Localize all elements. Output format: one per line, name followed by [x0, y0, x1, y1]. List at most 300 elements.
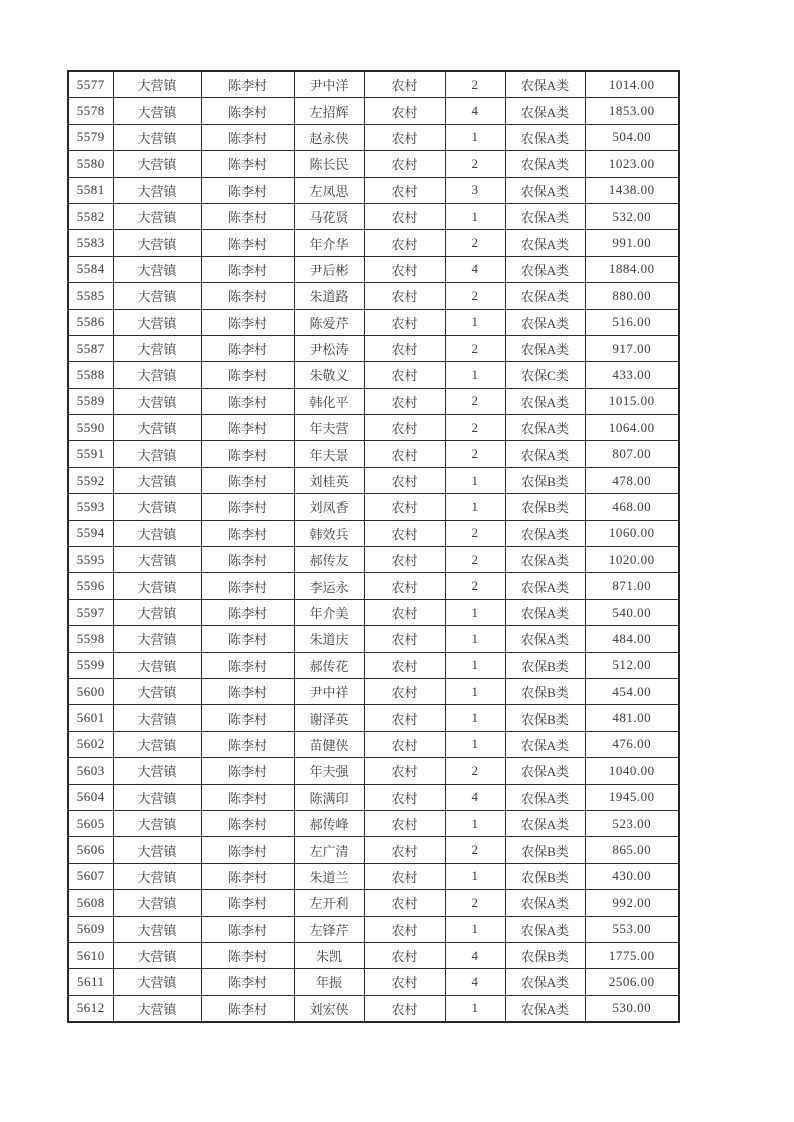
cell-serial: 5579 — [68, 124, 113, 150]
cell-town: 大营镇 — [113, 335, 201, 361]
cell-residence-type: 农村 — [364, 626, 445, 652]
cell-amount: 880.00 — [585, 283, 679, 309]
cell-count: 2 — [445, 335, 505, 361]
cell-residence-type: 农村 — [364, 388, 445, 414]
cell-village: 陈李村 — [201, 916, 294, 942]
cell-amount: 871.00 — [585, 573, 679, 599]
table-row — [68, 810, 679, 836]
cell-count: 1 — [445, 916, 505, 942]
cell-town: 大营镇 — [113, 283, 201, 309]
cell-residence-type: 农村 — [364, 784, 445, 810]
cell-village: 陈李村 — [201, 203, 294, 229]
table-row — [68, 415, 679, 441]
cell-count: 1 — [445, 203, 505, 229]
cell-residence-type: 农村 — [364, 731, 445, 757]
cell-person-name: 年振 — [294, 969, 364, 995]
cell-amount: 553.00 — [585, 916, 679, 942]
cell-person-name: 尹中祥 — [294, 678, 364, 704]
cell-town: 大营镇 — [113, 599, 201, 625]
cell-village: 陈李村 — [201, 705, 294, 731]
table-row — [68, 678, 679, 704]
cell-village: 陈李村 — [201, 995, 294, 1022]
cell-person-name: 刘凤香 — [294, 494, 364, 520]
cell-insurance-class: 农保B类 — [505, 494, 585, 520]
cell-person-name: 左锋芹 — [294, 916, 364, 942]
cell-serial: 5610 — [68, 942, 113, 968]
cell-person-name: 朱敬义 — [294, 362, 364, 388]
cell-village: 陈李村 — [201, 784, 294, 810]
cell-person-name: 赵永侠 — [294, 124, 364, 150]
cell-serial: 5603 — [68, 758, 113, 784]
cell-town: 大营镇 — [113, 151, 201, 177]
table-row — [68, 98, 679, 124]
cell-amount: 1064.00 — [585, 415, 679, 441]
cell-village: 陈李村 — [201, 731, 294, 757]
cell-serial: 5587 — [68, 335, 113, 361]
cell-serial: 5612 — [68, 995, 113, 1022]
cell-insurance-class: 农保A类 — [505, 203, 585, 229]
cell-insurance-class: 农保A类 — [505, 309, 585, 335]
cell-count: 1 — [445, 705, 505, 731]
cell-person-name: 郝传峰 — [294, 810, 364, 836]
cell-person-name: 左招辉 — [294, 98, 364, 124]
cell-town: 大营镇 — [113, 441, 201, 467]
cell-residence-type: 农村 — [364, 441, 445, 467]
cell-residence-type: 农村 — [364, 98, 445, 124]
cell-village: 陈李村 — [201, 863, 294, 889]
cell-count: 3 — [445, 177, 505, 203]
cell-count: 2 — [445, 388, 505, 414]
cell-town: 大营镇 — [113, 309, 201, 335]
cell-village: 陈李村 — [201, 441, 294, 467]
cell-amount: 504.00 — [585, 124, 679, 150]
cell-amount: 516.00 — [585, 309, 679, 335]
cell-residence-type: 农村 — [364, 599, 445, 625]
cell-insurance-class: 农保A类 — [505, 547, 585, 573]
cell-person-name: 刘桂英 — [294, 467, 364, 493]
table-row — [68, 863, 679, 889]
table-row — [68, 705, 679, 731]
cell-insurance-class: 农保A类 — [505, 335, 585, 361]
cell-town: 大营镇 — [113, 863, 201, 889]
table-row — [68, 573, 679, 599]
cell-village: 陈李村 — [201, 837, 294, 863]
cell-village: 陈李村 — [201, 573, 294, 599]
cell-town: 大营镇 — [113, 758, 201, 784]
cell-town: 大营镇 — [113, 837, 201, 863]
cell-serial: 5585 — [68, 283, 113, 309]
cell-serial: 5604 — [68, 784, 113, 810]
cell-town: 大营镇 — [113, 784, 201, 810]
cell-serial: 5586 — [68, 309, 113, 335]
cell-person-name: 年夫强 — [294, 758, 364, 784]
cell-amount: 1060.00 — [585, 520, 679, 546]
cell-serial: 5602 — [68, 731, 113, 757]
cell-village: 陈李村 — [201, 678, 294, 704]
cell-insurance-class: 农保B类 — [505, 863, 585, 889]
cell-count: 1 — [445, 626, 505, 652]
cell-amount: 512.00 — [585, 652, 679, 678]
cell-town: 大营镇 — [113, 203, 201, 229]
cell-person-name: 尹后彬 — [294, 256, 364, 282]
cell-residence-type: 农村 — [364, 494, 445, 520]
cell-person-name: 郝传花 — [294, 652, 364, 678]
cell-serial: 5594 — [68, 520, 113, 546]
cell-residence-type: 农村 — [364, 177, 445, 203]
cell-person-name: 韩效兵 — [294, 520, 364, 546]
table-row — [68, 520, 679, 546]
cell-count: 1 — [445, 467, 505, 493]
table-row — [68, 837, 679, 863]
cell-serial: 5583 — [68, 230, 113, 256]
cell-amount: 1015.00 — [585, 388, 679, 414]
cell-count: 2 — [445, 71, 505, 98]
cell-count: 4 — [445, 942, 505, 968]
cell-residence-type: 农村 — [364, 151, 445, 177]
cell-insurance-class: 农保A类 — [505, 626, 585, 652]
cell-person-name: 尹松涛 — [294, 335, 364, 361]
cell-insurance-class: 农保B类 — [505, 837, 585, 863]
cell-village: 陈李村 — [201, 309, 294, 335]
cell-serial: 5606 — [68, 837, 113, 863]
cell-amount: 1884.00 — [585, 256, 679, 282]
cell-village: 陈李村 — [201, 230, 294, 256]
cell-person-name: 陈满印 — [294, 784, 364, 810]
cell-village: 陈李村 — [201, 494, 294, 520]
cell-person-name: 年夫景 — [294, 441, 364, 467]
cell-person-name: 左广清 — [294, 837, 364, 863]
cell-residence-type: 农村 — [364, 230, 445, 256]
cell-insurance-class: 农保A类 — [505, 995, 585, 1022]
cell-amount: 532.00 — [585, 203, 679, 229]
cell-count: 2 — [445, 758, 505, 784]
table-row — [68, 203, 679, 229]
cell-count: 4 — [445, 784, 505, 810]
cell-residence-type: 农村 — [364, 573, 445, 599]
table-row — [68, 309, 679, 335]
cell-town: 大营镇 — [113, 494, 201, 520]
cell-insurance-class: 农保B类 — [505, 942, 585, 968]
cell-town: 大营镇 — [113, 388, 201, 414]
cell-serial: 5599 — [68, 652, 113, 678]
cell-amount: 523.00 — [585, 810, 679, 836]
cell-insurance-class: 农保B类 — [505, 705, 585, 731]
cell-insurance-class: 农保A类 — [505, 890, 585, 916]
table-row — [68, 256, 679, 282]
cell-amount: 991.00 — [585, 230, 679, 256]
cell-insurance-class: 农保A类 — [505, 784, 585, 810]
cell-village: 陈李村 — [201, 942, 294, 968]
cell-insurance-class: 农保A类 — [505, 256, 585, 282]
cell-amount: 1014.00 — [585, 71, 679, 98]
cell-serial: 5608 — [68, 890, 113, 916]
table-row — [68, 731, 679, 757]
cell-person-name: 尹中洋 — [294, 71, 364, 98]
cell-residence-type: 农村 — [364, 335, 445, 361]
cell-serial: 5588 — [68, 362, 113, 388]
cell-village: 陈李村 — [201, 520, 294, 546]
cell-person-name: 陈长民 — [294, 151, 364, 177]
cell-insurance-class: 农保A类 — [505, 599, 585, 625]
cell-count: 1 — [445, 731, 505, 757]
cell-town: 大营镇 — [113, 626, 201, 652]
cell-town: 大营镇 — [113, 942, 201, 968]
cell-insurance-class: 农保B类 — [505, 652, 585, 678]
cell-count: 1 — [445, 599, 505, 625]
cell-amount: 1945.00 — [585, 784, 679, 810]
cell-village: 陈李村 — [201, 362, 294, 388]
cell-town: 大营镇 — [113, 124, 201, 150]
cell-count: 4 — [445, 969, 505, 995]
cell-person-name: 李运永 — [294, 573, 364, 599]
cell-person-name: 马花贤 — [294, 203, 364, 229]
cell-count: 1 — [445, 494, 505, 520]
table-row — [68, 124, 679, 150]
cell-count: 1 — [445, 124, 505, 150]
cell-amount: 1020.00 — [585, 547, 679, 573]
cell-village: 陈李村 — [201, 283, 294, 309]
cell-residence-type: 农村 — [364, 520, 445, 546]
cell-village: 陈李村 — [201, 388, 294, 414]
cell-village: 陈李村 — [201, 177, 294, 203]
cell-town: 大营镇 — [113, 98, 201, 124]
cell-town: 大营镇 — [113, 71, 201, 98]
cell-residence-type: 农村 — [364, 810, 445, 836]
cell-town: 大营镇 — [113, 362, 201, 388]
cell-amount: 1775.00 — [585, 942, 679, 968]
cell-count: 1 — [445, 995, 505, 1022]
cell-serial: 5596 — [68, 573, 113, 599]
cell-insurance-class: 农保A类 — [505, 71, 585, 98]
cell-insurance-class: 农保A类 — [505, 520, 585, 546]
cell-count: 1 — [445, 362, 505, 388]
cell-insurance-class: 农保A类 — [505, 230, 585, 256]
cell-village: 陈李村 — [201, 256, 294, 282]
table-row — [68, 283, 679, 309]
cell-town: 大营镇 — [113, 520, 201, 546]
cell-amount: 530.00 — [585, 995, 679, 1022]
table-row — [68, 784, 679, 810]
cell-serial: 5597 — [68, 599, 113, 625]
table-row — [68, 942, 679, 968]
cell-town: 大营镇 — [113, 652, 201, 678]
cell-residence-type: 农村 — [364, 995, 445, 1022]
cell-residence-type: 农村 — [364, 71, 445, 98]
table-row — [68, 362, 679, 388]
table-row — [68, 599, 679, 625]
cell-residence-type: 农村 — [364, 916, 445, 942]
cell-amount: 1040.00 — [585, 758, 679, 784]
cell-serial: 5589 — [68, 388, 113, 414]
cell-count: 4 — [445, 98, 505, 124]
cell-serial: 5601 — [68, 705, 113, 731]
cell-amount: 484.00 — [585, 626, 679, 652]
cell-count: 1 — [445, 309, 505, 335]
cell-town: 大营镇 — [113, 230, 201, 256]
cell-town: 大营镇 — [113, 415, 201, 441]
cell-village: 陈李村 — [201, 124, 294, 150]
table-row — [68, 547, 679, 573]
cell-insurance-class: 农保A类 — [505, 969, 585, 995]
cell-serial: 5582 — [68, 203, 113, 229]
cell-insurance-class: 农保A类 — [505, 731, 585, 757]
cell-town: 大营镇 — [113, 810, 201, 836]
cell-insurance-class: 农保A类 — [505, 124, 585, 150]
cell-person-name: 苗健侠 — [294, 731, 364, 757]
cell-count: 2 — [445, 573, 505, 599]
table-row — [68, 995, 679, 1022]
cell-amount: 917.00 — [585, 335, 679, 361]
cell-village: 陈李村 — [201, 758, 294, 784]
cell-residence-type: 农村 — [364, 415, 445, 441]
cell-insurance-class: 农保B类 — [505, 467, 585, 493]
cell-serial: 5578 — [68, 98, 113, 124]
cell-insurance-class: 农保A类 — [505, 441, 585, 467]
cell-serial: 5581 — [68, 177, 113, 203]
cell-village: 陈李村 — [201, 810, 294, 836]
cell-amount: 807.00 — [585, 441, 679, 467]
cell-insurance-class: 农保A类 — [505, 283, 585, 309]
cell-person-name: 朱道路 — [294, 283, 364, 309]
cell-insurance-class: 农保A类 — [505, 151, 585, 177]
cell-count: 1 — [445, 678, 505, 704]
cell-serial: 5592 — [68, 467, 113, 493]
cell-town: 大营镇 — [113, 995, 201, 1022]
cell-serial: 5600 — [68, 678, 113, 704]
cell-town: 大营镇 — [113, 705, 201, 731]
table-body — [68, 71, 679, 1022]
cell-town: 大营镇 — [113, 573, 201, 599]
cell-insurance-class: 农保A类 — [505, 388, 585, 414]
cell-town: 大营镇 — [113, 547, 201, 573]
cell-amount: 430.00 — [585, 863, 679, 889]
cell-insurance-class: 农保B类 — [505, 678, 585, 704]
cell-amount: 540.00 — [585, 599, 679, 625]
cell-count: 2 — [445, 283, 505, 309]
cell-count: 2 — [445, 230, 505, 256]
cell-residence-type: 农村 — [364, 203, 445, 229]
cell-count: 2 — [445, 520, 505, 546]
cell-village: 陈李村 — [201, 652, 294, 678]
cell-serial: 5593 — [68, 494, 113, 520]
cell-village: 陈李村 — [201, 599, 294, 625]
cell-amount: 1023.00 — [585, 151, 679, 177]
cell-person-name: 左凤思 — [294, 177, 364, 203]
cell-count: 1 — [445, 863, 505, 889]
cell-person-name: 郝传友 — [294, 547, 364, 573]
table-row — [68, 494, 679, 520]
table-row — [68, 230, 679, 256]
table-row — [68, 626, 679, 652]
cell-person-name: 左开利 — [294, 890, 364, 916]
cell-town: 大营镇 — [113, 916, 201, 942]
cell-amount: 992.00 — [585, 890, 679, 916]
cell-person-name: 朱道庆 — [294, 626, 364, 652]
cell-residence-type: 农村 — [364, 837, 445, 863]
cell-residence-type: 农村 — [364, 309, 445, 335]
cell-insurance-class: 农保C类 — [505, 362, 585, 388]
cell-residence-type: 农村 — [364, 652, 445, 678]
cell-insurance-class: 农保A类 — [505, 573, 585, 599]
table-row — [68, 467, 679, 493]
cell-amount: 433.00 — [585, 362, 679, 388]
cell-count: 2 — [445, 890, 505, 916]
cell-serial: 5607 — [68, 863, 113, 889]
cell-village: 陈李村 — [201, 969, 294, 995]
cell-residence-type: 农村 — [364, 678, 445, 704]
table-row — [68, 916, 679, 942]
cell-count: 1 — [445, 810, 505, 836]
table-row — [68, 177, 679, 203]
cell-serial: 5577 — [68, 71, 113, 98]
cell-count: 2 — [445, 415, 505, 441]
cell-town: 大营镇 — [113, 731, 201, 757]
cell-insurance-class: 农保A类 — [505, 177, 585, 203]
cell-residence-type: 农村 — [364, 547, 445, 573]
cell-person-name: 韩化平 — [294, 388, 364, 414]
cell-insurance-class: 农保A类 — [505, 415, 585, 441]
cell-serial: 5609 — [68, 916, 113, 942]
cell-town: 大营镇 — [113, 678, 201, 704]
cell-amount: 478.00 — [585, 467, 679, 493]
cell-residence-type: 农村 — [364, 362, 445, 388]
cell-village: 陈李村 — [201, 547, 294, 573]
cell-amount: 1438.00 — [585, 177, 679, 203]
table-row — [68, 758, 679, 784]
cell-village: 陈李村 — [201, 98, 294, 124]
cell-residence-type: 农村 — [364, 256, 445, 282]
cell-town: 大营镇 — [113, 177, 201, 203]
cell-residence-type: 农村 — [364, 124, 445, 150]
cell-residence-type: 农村 — [364, 758, 445, 784]
cell-serial: 5595 — [68, 547, 113, 573]
cell-insurance-class: 农保A类 — [505, 916, 585, 942]
cell-person-name: 年介华 — [294, 230, 364, 256]
table-row — [68, 71, 679, 98]
cell-serial: 5598 — [68, 626, 113, 652]
cell-count: 2 — [445, 441, 505, 467]
cell-serial: 5611 — [68, 969, 113, 995]
cell-insurance-class: 农保A类 — [505, 98, 585, 124]
cell-village: 陈李村 — [201, 890, 294, 916]
cell-village: 陈李村 — [201, 467, 294, 493]
cell-person-name: 朱道兰 — [294, 863, 364, 889]
cell-town: 大营镇 — [113, 890, 201, 916]
cell-amount: 454.00 — [585, 678, 679, 704]
cell-person-name: 朱凯 — [294, 942, 364, 968]
cell-amount: 1853.00 — [585, 98, 679, 124]
cell-person-name: 年介美 — [294, 599, 364, 625]
cell-serial: 5605 — [68, 810, 113, 836]
cell-village: 陈李村 — [201, 71, 294, 98]
cell-count: 2 — [445, 837, 505, 863]
cell-town: 大营镇 — [113, 467, 201, 493]
cell-amount: 476.00 — [585, 731, 679, 757]
cell-serial: 5580 — [68, 151, 113, 177]
cell-person-name: 谢泽英 — [294, 705, 364, 731]
cell-residence-type: 农村 — [364, 969, 445, 995]
roster-table — [67, 70, 680, 1023]
cell-insurance-class: 农保A类 — [505, 758, 585, 784]
cell-residence-type: 农村 — [364, 890, 445, 916]
table-row — [68, 441, 679, 467]
cell-residence-type: 农村 — [364, 863, 445, 889]
cell-amount: 2506.00 — [585, 969, 679, 995]
cell-person-name: 陈爱芹 — [294, 309, 364, 335]
table-row — [68, 335, 679, 361]
cell-village: 陈李村 — [201, 626, 294, 652]
cell-serial: 5584 — [68, 256, 113, 282]
